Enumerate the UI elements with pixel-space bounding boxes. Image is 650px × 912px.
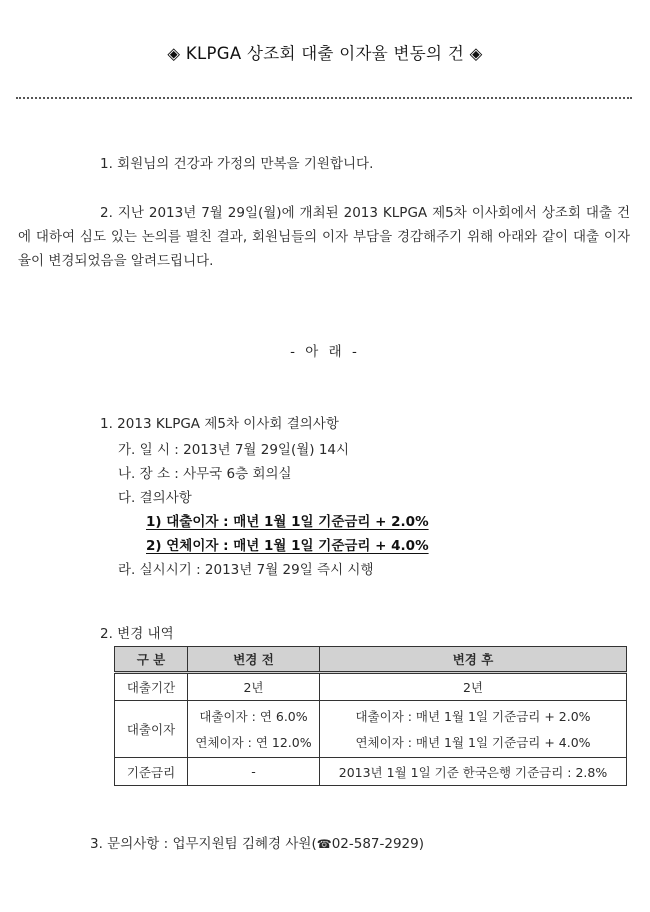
table-cell-before: 2년 bbox=[188, 673, 320, 701]
table-header-row bbox=[115, 647, 627, 673]
intro-paragraph-2: 2. 지난 2013년 7월 29일(월)에 개최된 2013 KLPGA 제5차 이사회에서 상조회 대출 건에 대하여 심도 있는 논의를 펼친 결과, 회원님들의 이자 부담을 경감해주기 위해 아래와 같이 대출 이자율이 변경되었음을 알려드립니다. bbox=[18, 205, 630, 269]
after-loan-interest: 대출이자 : 매년 1월 1일 기준금리 + 2.0% bbox=[355, 709, 591, 724]
table-cell-after: 2013년 1월 1일 기준 한국은행 기준금리 : 2.8% bbox=[320, 758, 627, 786]
contact-suffix: ) bbox=[418, 836, 425, 852]
telephone-icon: ☎ bbox=[316, 837, 332, 851]
separator-label: - 아 래 - bbox=[290, 344, 360, 360]
dotted-divider bbox=[16, 97, 632, 99]
table-header: 변경 전 bbox=[188, 647, 320, 673]
contact-prefix: 3. 문의사항 : 업무지원팀 김혜경 사원( bbox=[90, 836, 317, 852]
resolution-loan-interest: 1) 대출이자 : 매년 1월 1일 기준금리 + 2.0% bbox=[146, 514, 429, 530]
table-cell-label: 대출기간 bbox=[115, 673, 188, 701]
after-overdue-interest: 연체이자 : 매년 1월 1일 기준금리 + 4.0% bbox=[355, 735, 591, 750]
section2-heading: 2. 변경 내역 bbox=[100, 626, 174, 642]
before-overdue-interest: 연체이자 : 연 12.0% bbox=[195, 735, 312, 750]
table-cell-label: 대출이자 bbox=[115, 701, 188, 758]
table-cell-after: 2년 bbox=[320, 673, 627, 701]
section1-heading: 1. 2013 KLPGA 제5차 이사회 결의사항 bbox=[100, 416, 339, 432]
contact-phone: 02-587-2929 bbox=[331, 836, 419, 852]
table-header: 변경 후 bbox=[320, 647, 627, 673]
document-title: ◈ KLPGA 상조회 대출 이자율 변동의 건 ◈ bbox=[167, 44, 483, 63]
table-cell-before bbox=[188, 701, 320, 758]
table-header: 구 분 bbox=[115, 647, 188, 673]
change-table bbox=[114, 646, 627, 786]
intro-paragraph-1: 1. 회원님의 건강과 가정의 만복을 기원합니다. bbox=[100, 156, 374, 172]
item-resolutions: 다. 결의사항 bbox=[118, 490, 192, 506]
item-date: 가. 일 시 : 2013년 7월 29일(월) 14시 bbox=[118, 442, 350, 458]
table-row bbox=[115, 673, 627, 701]
table-row bbox=[115, 701, 627, 758]
item-effective-date: 라. 실시시기 : 2013년 7월 29일 즉시 시행 bbox=[118, 562, 374, 578]
contact-line bbox=[90, 832, 424, 852]
table-row bbox=[115, 758, 627, 786]
table-cell-after bbox=[320, 701, 627, 758]
item-place: 나. 장 소 : 사무국 6층 회의실 bbox=[118, 466, 292, 482]
resolution-overdue-interest: 2) 연체이자 : 매년 1월 1일 기준금리 + 4.0% bbox=[146, 538, 429, 554]
before-loan-interest: 대출이자 : 연 6.0% bbox=[199, 709, 308, 724]
table-cell-label: 기준금리 bbox=[115, 758, 188, 786]
table-cell-before: - bbox=[188, 758, 320, 786]
